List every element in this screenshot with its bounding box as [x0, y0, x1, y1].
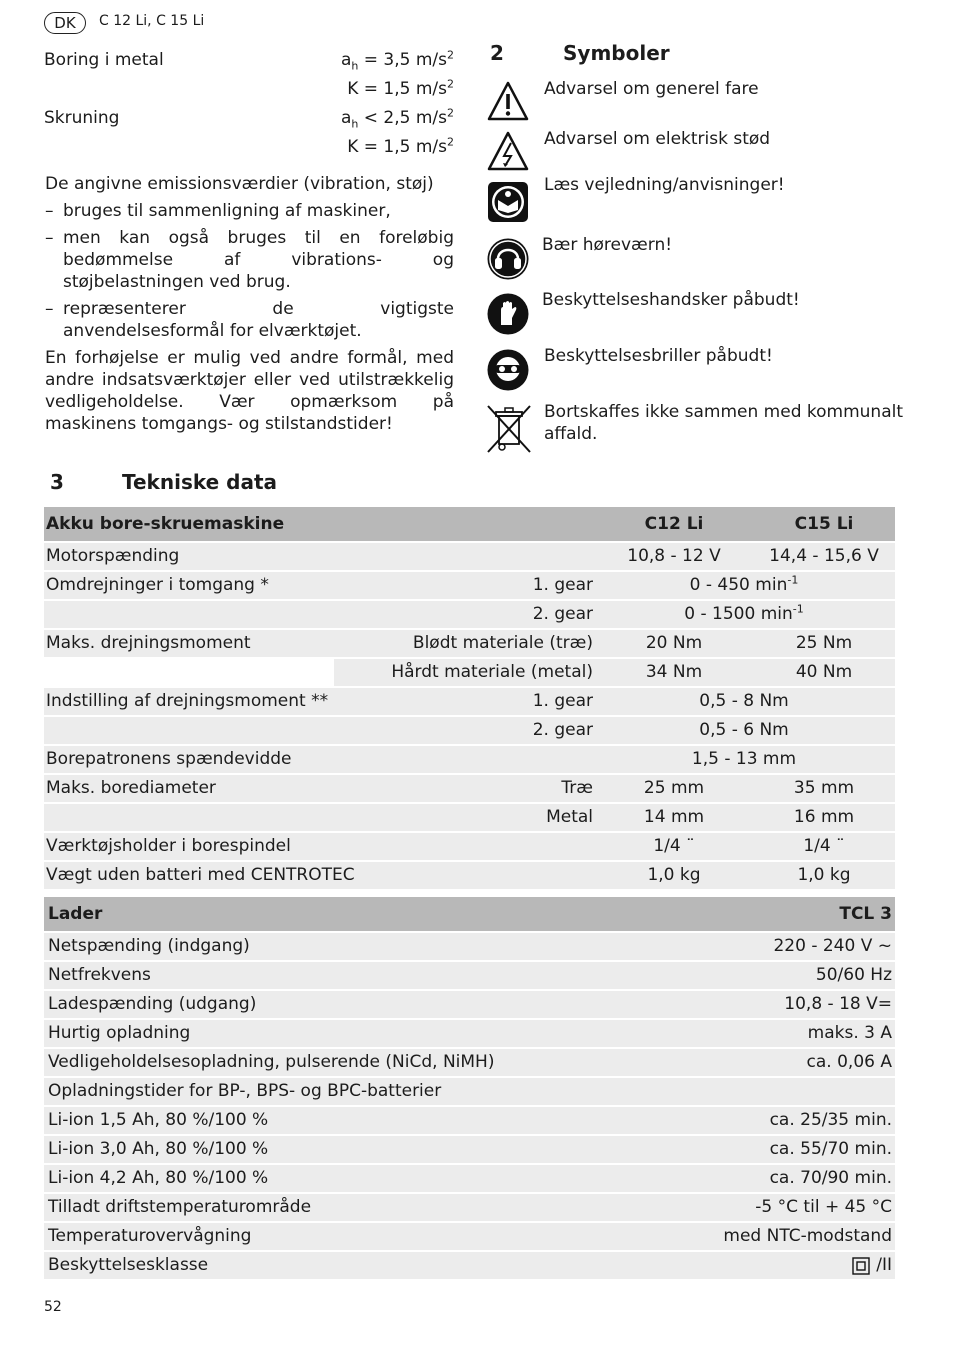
double-insulation-icon: [852, 1257, 870, 1275]
row-value: [852, 1252, 892, 1279]
electric-shock-icon: [486, 130, 530, 174]
cell-merged: 0 - 450 $\min^{-1}$: [689, 573, 799, 595]
table-row: [44, 746, 895, 773]
page-number: 52: [44, 1299, 62, 1315]
emission-intro: De angivne emissionsværdier (vibration, støj): [45, 174, 434, 194]
cell-c12: 25 mm: [643, 778, 705, 798]
section-number: 3: [50, 470, 64, 494]
table-row: [44, 659, 895, 686]
table-row: [44, 1107, 895, 1134]
safety-goggles-icon: [486, 348, 530, 392]
table-row: [44, 572, 895, 599]
cell-merged: 0,5 - 6 Nm: [699, 720, 789, 740]
ear-protection-icon: [486, 237, 530, 281]
vibration-label-drilling: Boring i metal: [44, 50, 164, 70]
row-value: med NTC-modstand: [723, 1226, 892, 1246]
table-row: [44, 1049, 895, 1076]
row-label: Borepatronens spændevidde: [46, 749, 292, 769]
symbol-label: Bær høreværn!: [542, 235, 673, 255]
vibration-value: $a_h = 3,5$ $m/s^2$: [340, 48, 454, 73]
vibration-label-screwing: Skruning: [44, 108, 120, 128]
table-row: [44, 717, 895, 744]
cell-c15: 35 mm: [793, 778, 855, 798]
table-row: [44, 1194, 895, 1221]
row-value: -5 °C til + 45 °C: [755, 1197, 892, 1217]
row-label: Netfrekvens: [48, 965, 151, 985]
cell-c15: 1/4 ¨: [803, 836, 845, 856]
drill-spec-table: [44, 507, 895, 889]
row-label: Hurtig opladning: [48, 1023, 191, 1043]
row-label: Tilladt driftstemperaturområde: [48, 1197, 312, 1217]
row-label: Værktøjsholder i borespindel: [46, 836, 291, 856]
table-row: [44, 962, 895, 989]
table-header-label: Lader: [48, 904, 103, 924]
column-header-c15: C15 Li: [794, 514, 854, 534]
row-sublabel: Træ: [561, 778, 593, 798]
row-value: ca. 55/70 min.: [769, 1139, 892, 1159]
table-row: [44, 630, 895, 657]
list-item: – men kan også bruges til en foreløbig bedømmelse af vibrations- og støjbelastningen ved brug.: [45, 227, 454, 293]
table-header-label: Akku bore-skruemaskine: [46, 514, 285, 534]
row-gap: [44, 659, 334, 686]
row-label: Maks. drejningsmoment: [46, 633, 251, 653]
vibration-uncertainty: K = 1,5 $m/s^2$: [347, 135, 454, 157]
table-row: [44, 1020, 895, 1047]
gloves-icon: [486, 292, 530, 336]
emission-bullets: [45, 200, 454, 342]
row-label: Li-ion 4,2 Ah, 80 %/100 %: [48, 1168, 269, 1188]
cell-c12: 1/4 ¨: [653, 836, 695, 856]
table-row: [44, 601, 895, 628]
row-sublabel: Hårdt materiale (metal): [391, 662, 593, 682]
model-header: C 12 Li, C 15 Li: [99, 13, 205, 29]
row-value: maks. 3 A: [807, 1023, 892, 1043]
read-manual-icon: [486, 180, 530, 224]
row-label: Maks. borediameter: [46, 778, 216, 798]
row-label: Beskyttelsesklasse: [48, 1255, 209, 1275]
cell-c12: 34 Nm: [645, 662, 703, 682]
list-item: – bruges til sammenligning af maskiner,: [45, 200, 454, 222]
row-label: Netspænding (indgang): [48, 936, 250, 956]
vibration-uncertainty: K = 1,5 $m/s^2$: [347, 77, 454, 99]
table-row: [44, 543, 895, 570]
table-row: [44, 862, 895, 889]
row-value: ca. 70/90 min.: [769, 1168, 892, 1188]
cell-c12: 20 Nm: [645, 633, 703, 653]
row-sublabel: Blødt materiale (træ): [412, 633, 593, 653]
symbol-label: Beskyttelsesbriller påbudt!: [544, 346, 773, 366]
row-sublabel: Metal: [546, 807, 593, 827]
table-row: [44, 1165, 895, 1192]
table-row: [44, 991, 895, 1018]
crossed-bin-icon: [484, 402, 534, 456]
cell-c15: 1,0 kg: [797, 865, 851, 885]
cell-c15: 16 mm: [793, 807, 855, 827]
row-label: Temperaturovervågning: [48, 1226, 252, 1246]
table-header: [44, 897, 895, 931]
table-row: [44, 804, 895, 831]
protection-class-value: /II: [876, 1255, 892, 1275]
row-label: Opladningstider for BP-, BPS- og BPC-batterier: [48, 1081, 442, 1101]
section-title: Tekniske data: [122, 470, 278, 494]
emission-closing: En forhøjelse er mulig ved andre formål, med andre indsatsværktøjer eller ved utilstrækkelig vedligeholdelse. Vær opmærksom på maskinens tomgangs- og stilstandstider!: [45, 348, 454, 434]
symbol-label: Bortskaffes ikke sammen med kommunalt affald.: [544, 402, 904, 444]
emission-text: [45, 173, 454, 435]
table-row: [44, 1223, 895, 1250]
row-label: Indstilling af drejningsmoment **: [46, 691, 329, 711]
section-number: 2: [490, 41, 504, 65]
table-row: [44, 833, 895, 860]
row-sublabel: 1. gear: [532, 691, 593, 711]
cell-merged: 0 - 1500 $\min^{-1}$: [684, 602, 804, 624]
row-label: Motorspænding: [46, 546, 180, 566]
cell-c12: 1,0 kg: [647, 865, 701, 885]
symbol-label: Beskyttelseshandsker påbudt!: [542, 290, 800, 310]
language-badge: DK: [44, 12, 86, 34]
row-label: Vedligeholdelsesopladning, pulserende (NiCd, NiMH): [48, 1052, 495, 1072]
section-title: Symboler: [563, 41, 670, 65]
row-value: ca. 0,06 A: [806, 1052, 892, 1072]
row-label: Omdrejninger i tomgang *: [46, 575, 269, 595]
table-row: [44, 775, 895, 802]
cell-c15: 25 Nm: [795, 633, 853, 653]
row-label: Li-ion 3,0 Ah, 80 %/100 %: [48, 1139, 269, 1159]
symbol-label: Advarsel om elektrisk stød: [544, 129, 771, 149]
row-value: 10,8 - 18 V=: [784, 994, 892, 1014]
row-label: Vægt uden batteri med CENTROTEC: [46, 865, 355, 885]
symbol-label: Advarsel om generel fare: [544, 79, 759, 99]
row-sublabel: 1. gear: [532, 575, 593, 595]
cell-c12: 10,8 - 12 V: [627, 546, 721, 566]
cell-merged: 0,5 - 8 Nm: [699, 691, 789, 711]
warning-triangle-icon: [486, 80, 530, 124]
table-row: [44, 1078, 895, 1105]
cell-c15: 40 Nm: [795, 662, 853, 682]
table-row: [44, 688, 895, 715]
row-label: Ladespænding (udgang): [48, 994, 257, 1014]
row-sublabel: 2. gear: [532, 720, 593, 740]
table-row: [44, 1136, 895, 1163]
column-header-tcl3: TCL 3: [839, 904, 892, 924]
cell-c12: 14 mm: [643, 807, 705, 827]
table-header: [44, 507, 895, 541]
symbol-label: Læs vejledning/anvisninger!: [544, 175, 785, 195]
vibration-value: $a_h < 2,5$ $m/s^2$: [340, 106, 454, 131]
table-row: [44, 933, 895, 960]
row-value: ca. 25/35 min.: [769, 1110, 892, 1130]
row-value: 220 - 240 V ~: [773, 936, 892, 956]
charger-spec-table: [44, 897, 895, 1279]
table-row: [44, 1252, 895, 1279]
row-value: 50/60 Hz: [815, 965, 892, 985]
cell-c15: 14,4 - 15,6 V: [769, 546, 879, 566]
row-sublabel: 2. gear: [532, 604, 593, 624]
column-header-c12: C12 Li: [644, 514, 704, 534]
cell-merged: 1,5 - 13 mm: [691, 749, 797, 769]
row-label: Li-ion 1,5 Ah, 80 %/100 %: [48, 1110, 269, 1130]
list-item: – repræsenterer de vigtigste anvendelsesformål for elværktøjet.: [45, 298, 454, 342]
